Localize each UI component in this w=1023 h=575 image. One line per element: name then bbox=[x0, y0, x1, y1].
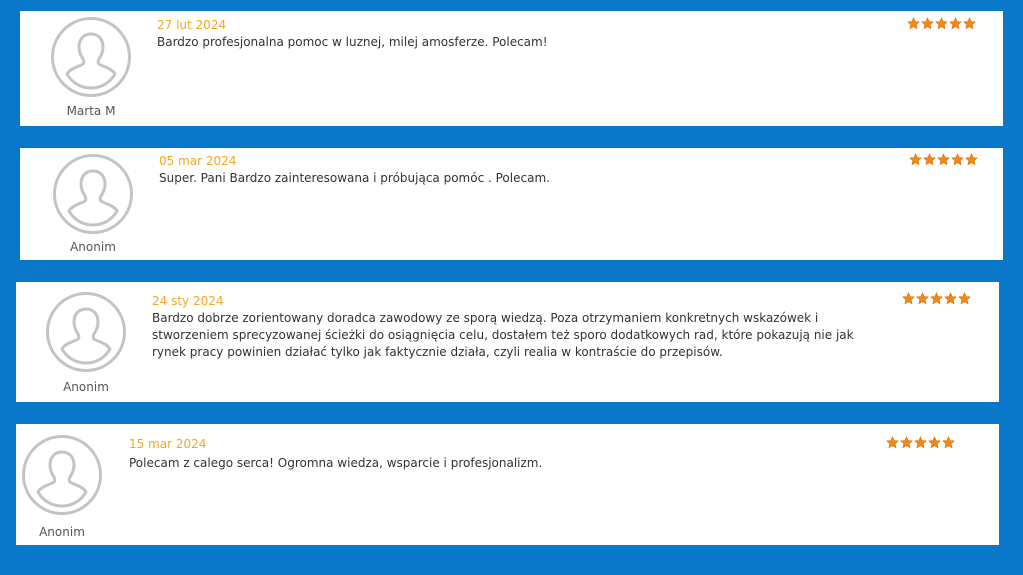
star-icon bbox=[923, 153, 936, 166]
review-author: Anonim bbox=[70, 240, 116, 254]
star-icon bbox=[900, 436, 913, 449]
star-icon bbox=[916, 292, 929, 305]
star-icon bbox=[951, 153, 964, 166]
star-icon bbox=[963, 17, 976, 30]
review-date: 27 lut 2024 bbox=[157, 18, 227, 32]
star-icon bbox=[902, 292, 915, 305]
user-silhouette-icon bbox=[51, 17, 131, 97]
review-card bbox=[16, 282, 999, 402]
review-card bbox=[20, 11, 1003, 126]
review-author: Anonim bbox=[63, 380, 109, 394]
star-icon bbox=[886, 436, 899, 449]
star-rating bbox=[886, 436, 955, 449]
star-icon bbox=[928, 436, 941, 449]
star-icon bbox=[909, 153, 922, 166]
star-icon bbox=[949, 17, 962, 30]
star-icon bbox=[937, 153, 950, 166]
review-date: 24 sty 2024 bbox=[152, 294, 224, 308]
star-icon bbox=[907, 17, 920, 30]
star-icon bbox=[935, 17, 948, 30]
review-text: Bardzo profesjonalna pomoc w luznej, milej amosferze. Polecam! bbox=[157, 35, 548, 49]
review-card bbox=[20, 148, 1003, 260]
review-text: Super. Pani Bardzo zainteresowana i próbująca pomóc . Polecam. bbox=[159, 171, 550, 185]
review-card bbox=[16, 424, 999, 545]
review-author: Anonim bbox=[39, 525, 85, 539]
star-icon bbox=[944, 292, 957, 305]
review-text: Bardzo dobrze zorientowany doradca zawodowy ze sporą wiedzą. Poza otrzymaniem konkretnych wskazówek i stworzeniem sprecyzowanej ścieżki do osiągnięcia celu, dostałem też sporo dodatkowych rad, które pokazują nie jak rynek pracy powinien działać tylko jak faktycznie działa, czyli realia w kontraście do przepisów. bbox=[152, 311, 854, 359]
user-silhouette-icon bbox=[53, 154, 133, 234]
star-rating bbox=[909, 153, 978, 166]
review-date: 05 mar 2024 bbox=[159, 154, 237, 168]
star-icon bbox=[942, 436, 955, 449]
review-text: Polecam z calego serca! Ogromna wiedza, wsparcie i profesjonalizm. bbox=[129, 456, 543, 470]
star-icon bbox=[965, 153, 978, 166]
star-icon bbox=[930, 292, 943, 305]
review-date: 15 mar 2024 bbox=[129, 437, 207, 451]
star-icon bbox=[914, 436, 927, 449]
star-rating bbox=[907, 17, 976, 30]
review-author: Marta M bbox=[66, 104, 116, 118]
user-silhouette-icon bbox=[22, 435, 102, 515]
star-icon bbox=[958, 292, 971, 305]
star-rating bbox=[902, 292, 971, 305]
star-icon bbox=[921, 17, 934, 30]
user-silhouette-icon bbox=[46, 292, 126, 372]
